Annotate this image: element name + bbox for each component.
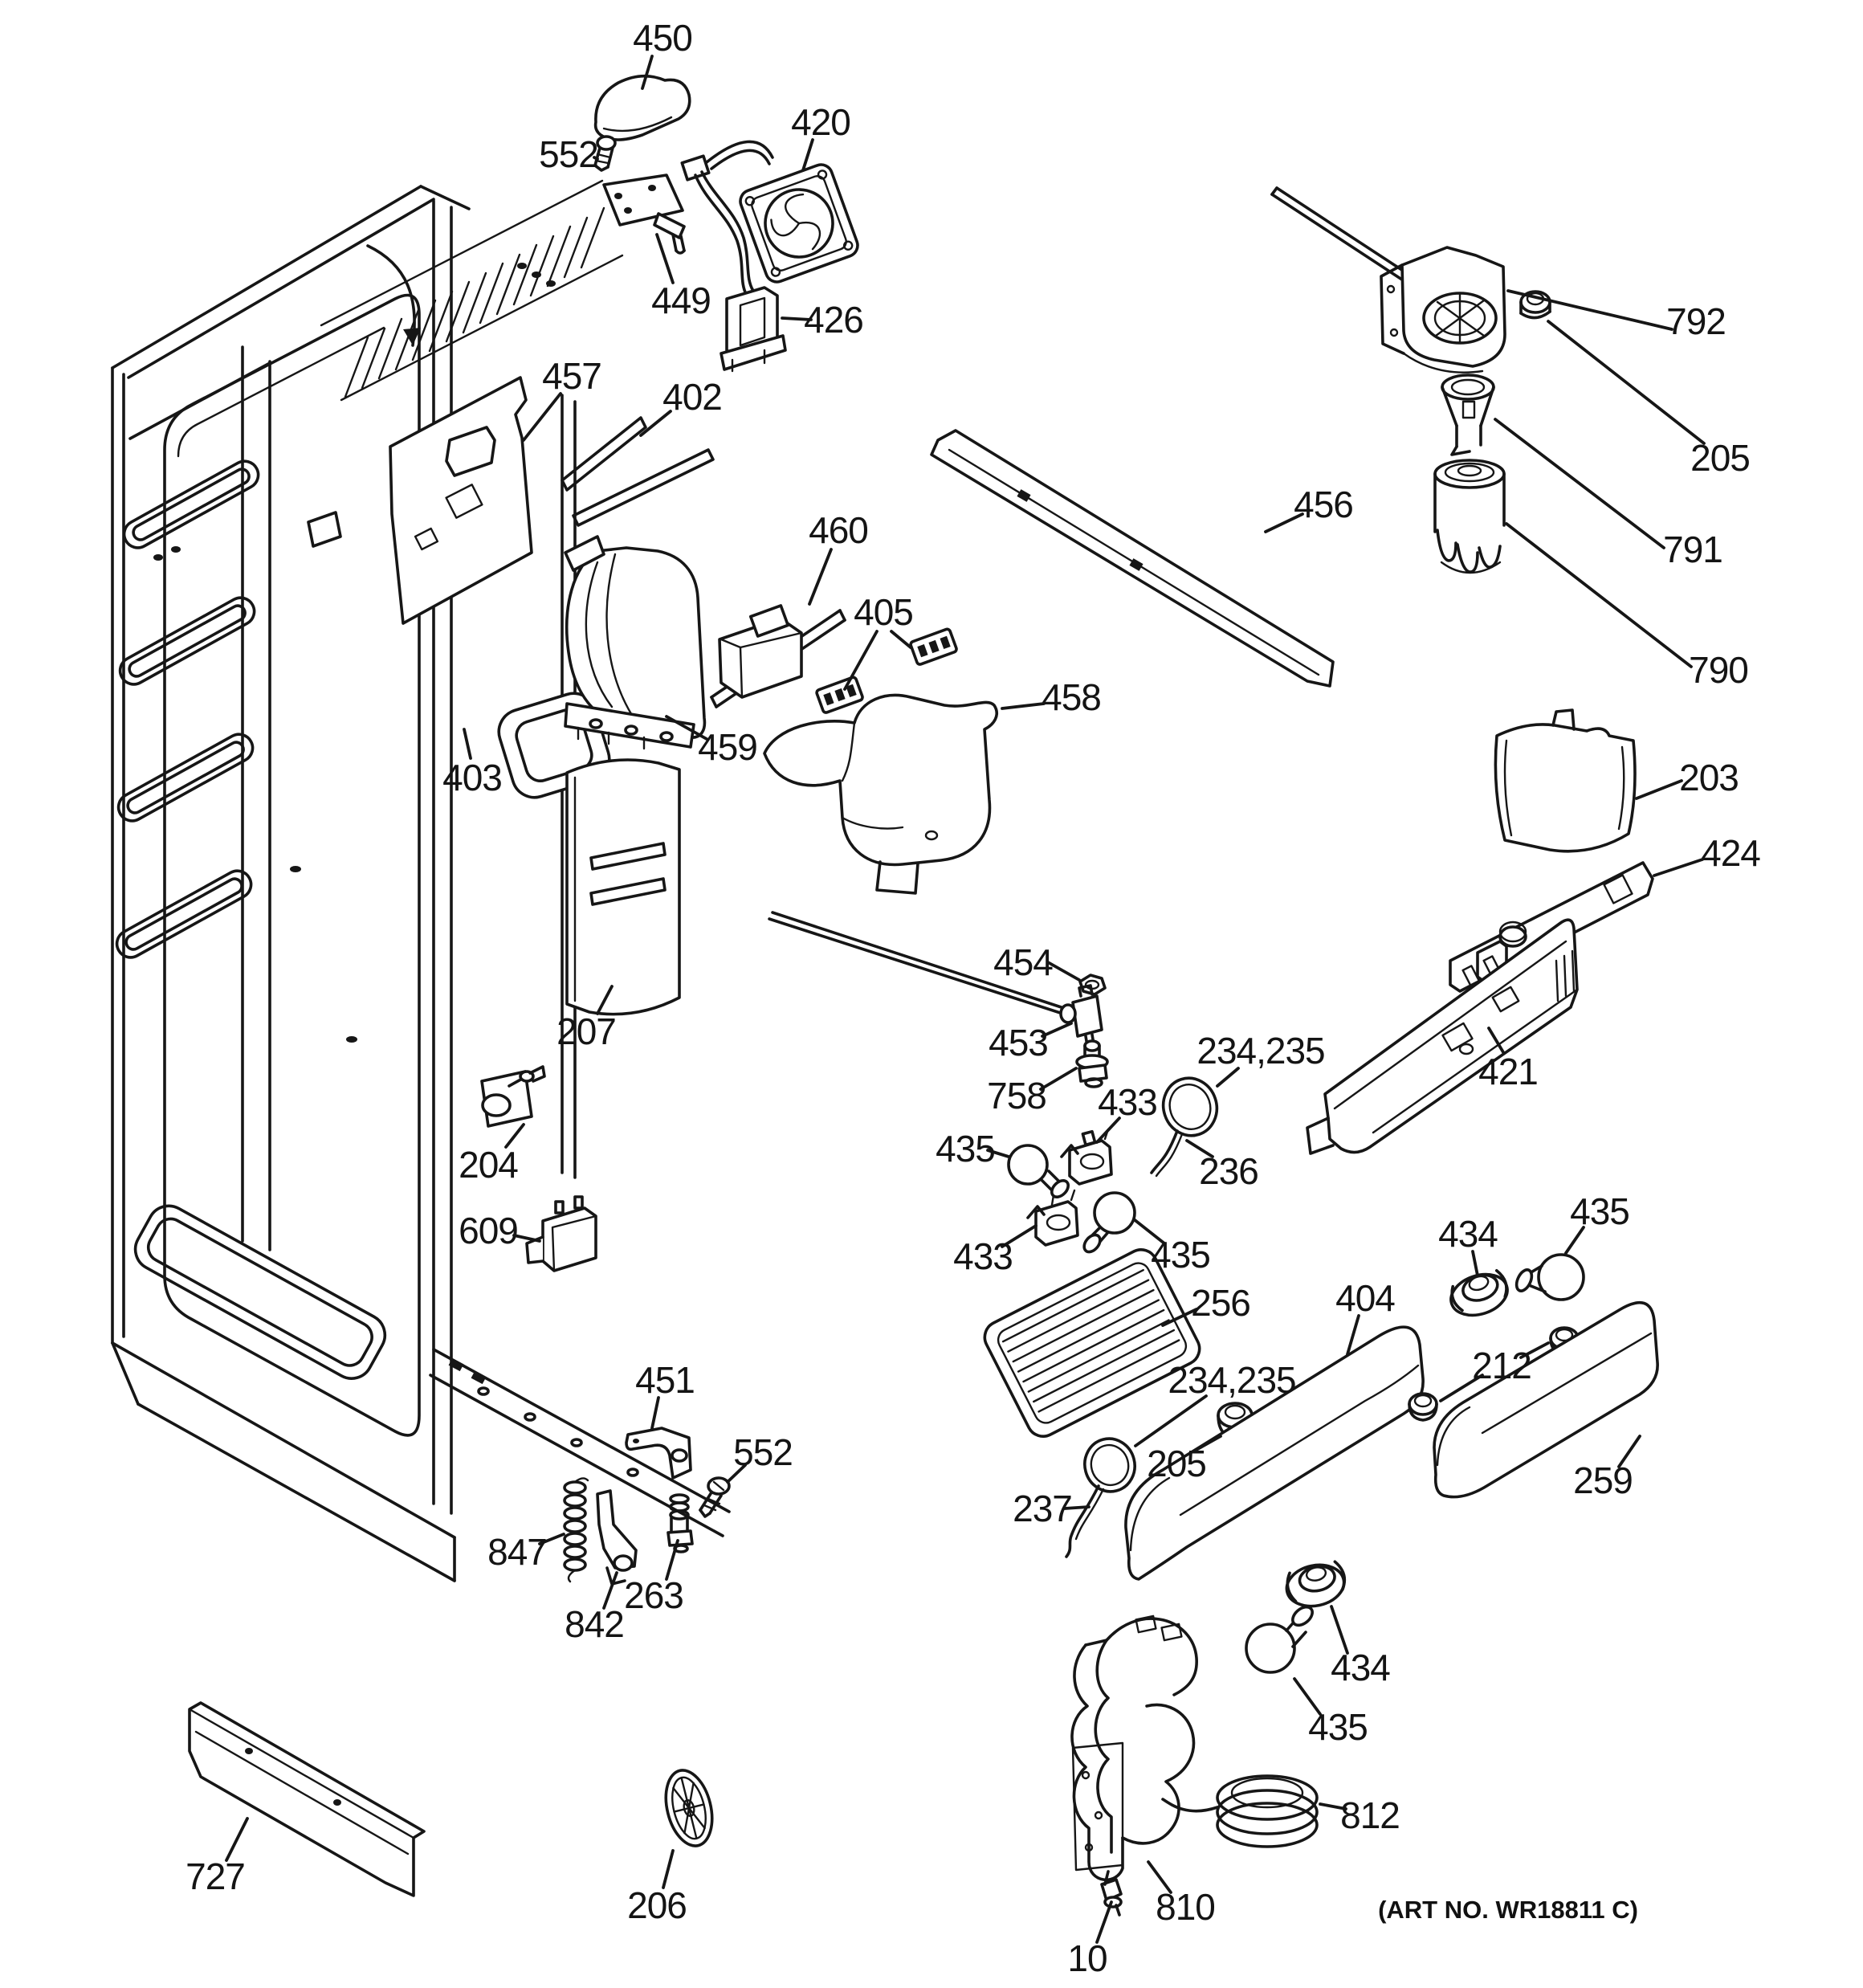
part-263-stud bbox=[668, 1495, 692, 1552]
part-206-vent-grille bbox=[658, 1766, 720, 1851]
part-434-socket-upper bbox=[1445, 1268, 1512, 1322]
callout-405: 405 bbox=[854, 591, 913, 633]
leader-line-457 bbox=[524, 394, 561, 440]
callout-402: 402 bbox=[662, 376, 722, 418]
callout-457: 457 bbox=[542, 355, 601, 397]
part-207-shield bbox=[567, 760, 679, 1014]
leader-line-405 bbox=[891, 631, 911, 647]
callout-205: 205 bbox=[1147, 1443, 1206, 1484]
part-435-bulb-upper-left bbox=[1009, 1145, 1071, 1200]
shelf-rails bbox=[112, 456, 393, 1386]
part-426-solenoid bbox=[721, 288, 785, 371]
callout-434: 434 bbox=[1438, 1213, 1498, 1255]
callout-552: 552 bbox=[733, 1431, 793, 1473]
callout-234,235: 234,235 bbox=[1168, 1359, 1296, 1401]
part-402-trim-strips bbox=[562, 418, 713, 525]
callout-842: 842 bbox=[565, 1603, 624, 1645]
callout-435: 435 bbox=[936, 1128, 995, 1170]
callout-460: 460 bbox=[809, 509, 868, 551]
leader-line-403 bbox=[464, 729, 471, 758]
callout-758: 758 bbox=[987, 1075, 1046, 1116]
callout-459: 459 bbox=[698, 726, 757, 768]
callout-10: 10 bbox=[1067, 1937, 1107, 1979]
leader-line-10 bbox=[1097, 1902, 1111, 1942]
callout-435: 435 bbox=[1151, 1234, 1210, 1276]
callout-451: 451 bbox=[635, 1359, 695, 1401]
leader-line-234,235 bbox=[1135, 1396, 1206, 1446]
callout-453: 453 bbox=[989, 1022, 1048, 1063]
callout-609: 609 bbox=[459, 1210, 518, 1251]
callout-234,235: 234,235 bbox=[1196, 1030, 1325, 1072]
leader-line-727 bbox=[226, 1819, 247, 1860]
callout-454: 454 bbox=[993, 941, 1053, 983]
callout-791: 791 bbox=[1663, 529, 1722, 570]
callout-205: 205 bbox=[1690, 437, 1750, 479]
callout-552: 552 bbox=[539, 133, 598, 175]
part-456-cover-panel bbox=[932, 431, 1333, 686]
part-420-fan bbox=[737, 161, 861, 285]
leader-line-206 bbox=[663, 1851, 673, 1888]
part-203-filter-cover bbox=[1495, 710, 1635, 851]
art-number: (ART NO. WR18811 C) bbox=[1378, 1896, 1638, 1924]
callout-203: 203 bbox=[1679, 757, 1739, 798]
callout-792: 792 bbox=[1666, 300, 1726, 342]
part-458-dispenser-duct bbox=[764, 696, 997, 893]
part-435-bulb-upper-right bbox=[1514, 1255, 1584, 1300]
part-812-coiled-tube bbox=[1163, 1776, 1317, 1847]
part-204-plunger bbox=[482, 1067, 544, 1126]
callout-847: 847 bbox=[487, 1531, 547, 1573]
part-847-spring bbox=[565, 1478, 588, 1582]
callout-434: 434 bbox=[1331, 1647, 1390, 1688]
leader-line-449 bbox=[657, 235, 673, 283]
leader-line-458 bbox=[1002, 704, 1044, 708]
callout-421: 421 bbox=[1478, 1051, 1538, 1092]
callout-458: 458 bbox=[1042, 676, 1101, 718]
callout-433: 433 bbox=[1098, 1081, 1157, 1123]
leader-line-451 bbox=[652, 1398, 658, 1428]
part-609-switch bbox=[527, 1197, 596, 1271]
callout-212: 212 bbox=[1472, 1345, 1531, 1386]
callout-812: 812 bbox=[1340, 1794, 1400, 1836]
part-421-control-housing bbox=[1307, 920, 1577, 1153]
callout-424: 424 bbox=[1701, 832, 1760, 874]
callout-810: 810 bbox=[1156, 1886, 1215, 1928]
callout-207: 207 bbox=[556, 1010, 616, 1052]
callout-256: 256 bbox=[1191, 1282, 1250, 1324]
callout-263: 263 bbox=[624, 1574, 683, 1616]
leader-line-460 bbox=[809, 549, 831, 604]
part-433-socket-upper bbox=[1062, 1129, 1111, 1184]
leader-line-434 bbox=[1473, 1251, 1478, 1276]
leader-line-203 bbox=[1637, 781, 1682, 798]
callout-727: 727 bbox=[185, 1855, 245, 1897]
callout-435: 435 bbox=[1570, 1190, 1629, 1232]
part-842-lever bbox=[597, 1491, 636, 1584]
leader-line-405 bbox=[845, 631, 877, 689]
part-792-filter-bracket bbox=[1272, 188, 1505, 373]
part-758-fitting bbox=[1077, 1041, 1107, 1087]
callout-420: 420 bbox=[791, 101, 850, 143]
part-791-adapter bbox=[1442, 375, 1494, 455]
part-435-bulb-bottom bbox=[1246, 1603, 1316, 1672]
callout-435: 435 bbox=[1308, 1706, 1368, 1748]
part-790-water-filter bbox=[1435, 460, 1504, 573]
callout-449: 449 bbox=[651, 280, 711, 321]
part-433-socket-lower bbox=[1028, 1190, 1078, 1245]
callout-790: 790 bbox=[1689, 649, 1748, 691]
leader-line-424 bbox=[1654, 859, 1702, 876]
callout-259: 259 bbox=[1573, 1459, 1633, 1501]
callout-404: 404 bbox=[1335, 1277, 1395, 1319]
callout-206: 206 bbox=[627, 1884, 687, 1926]
part-449-bracket bbox=[604, 175, 684, 253]
part-435-bulb-lower-right bbox=[1081, 1193, 1135, 1255]
part-459-air-duct bbox=[565, 537, 704, 749]
callout-456: 456 bbox=[1294, 484, 1353, 525]
leader-line-420 bbox=[803, 140, 813, 170]
callout-450: 450 bbox=[633, 17, 692, 59]
callout-433: 433 bbox=[953, 1235, 1013, 1277]
leader-line-791 bbox=[1495, 419, 1664, 548]
callout-236: 236 bbox=[1199, 1150, 1258, 1192]
callout-403: 403 bbox=[442, 757, 502, 798]
callout-237: 237 bbox=[1013, 1488, 1072, 1529]
part-810-tube-assembly bbox=[1072, 1616, 1196, 1880]
part-434-socket-lower bbox=[1283, 1560, 1349, 1611]
callout-426: 426 bbox=[804, 299, 863, 341]
callout-204: 204 bbox=[459, 1144, 518, 1186]
